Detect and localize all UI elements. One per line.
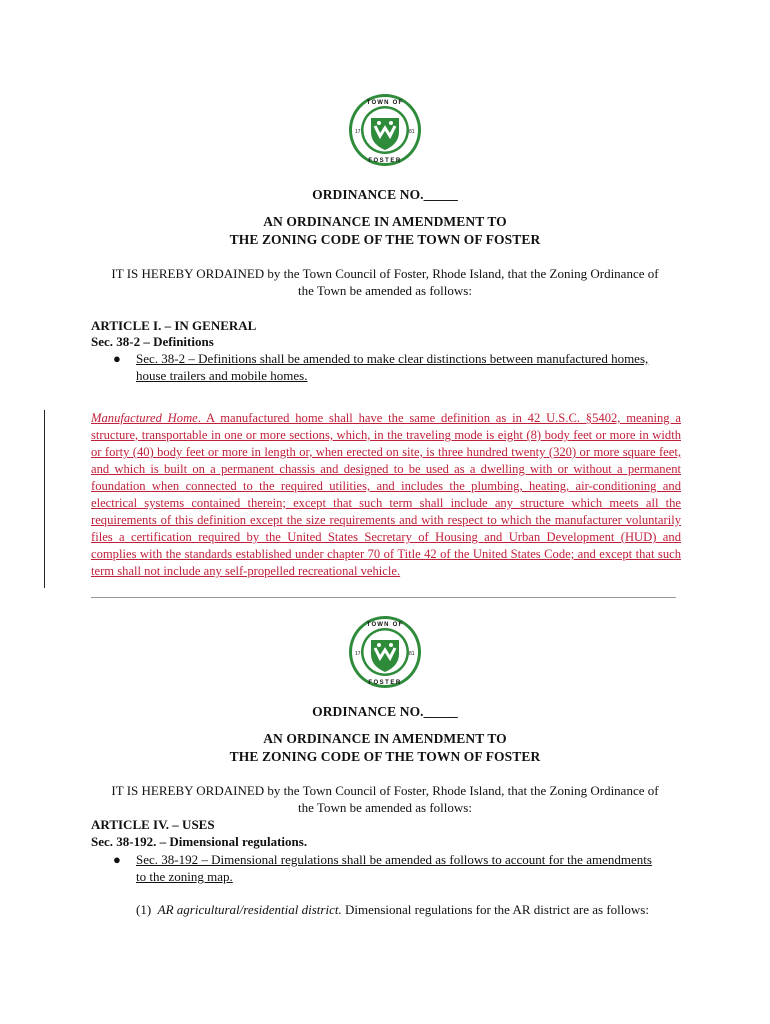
bullet-text-line1-2: Sec. 38-192 – Dimensional regulations shall be amended as follows to account for the amendments <box>136 852 652 867</box>
ordinance-title-line1: AN ORDINANCE IN AMENDMENT TO <box>263 214 507 229</box>
bullet-icon-2: ● <box>113 852 121 867</box>
definition-term: Manufactured Home <box>91 411 198 425</box>
svg-text:FOSTER: FOSTER <box>368 158 402 164</box>
ordinance-title-line2-2: THE ZONING CODE OF THE TOWN OF FOSTER <box>229 749 541 764</box>
ordinance-number-2: ORDINANCE NO._____ <box>312 704 458 719</box>
amendment-bullet-2 <box>113 851 673 887</box>
paragraph-text: Dimensional regulations for the AR district are as follows: <box>341 902 649 917</box>
svg-text:81: 81 <box>409 651 415 657</box>
svg-text:FOSTER: FOSTER <box>368 680 402 686</box>
svg-text:17: 17 <box>355 651 361 657</box>
town-seal-logo-2 <box>347 614 423 690</box>
ordained-statement-line2-2: the Town be amended as follows: <box>298 800 472 815</box>
article-heading-2: ARTICLE IV. – USES <box>91 817 215 832</box>
article-heading: ARTICLE I. – IN GENERAL <box>91 318 257 333</box>
bullet-text-line2-2: to the zoning map. <box>136 869 233 884</box>
ordinance-number: ORDINANCE NO._____ <box>312 187 458 202</box>
svg-text:17: 17 <box>355 129 361 135</box>
bullet-text-line2: house trailers and mobile homes. <box>136 368 308 383</box>
section-heading: Sec. 38-2 – Definitions <box>91 334 214 349</box>
ordained-statement-line1: IT IS HEREBY ORDAINED by the Town Council of Foster, Rhode Island, that the Zoning Ordinance of <box>111 266 659 281</box>
ordinance-title-line2: THE ZONING CODE OF THE TOWN OF FOSTER <box>229 232 541 247</box>
amendment-bullet <box>113 350 673 386</box>
definition-redline-paragraph <box>91 410 681 580</box>
svg-text:81: 81 <box>409 129 415 135</box>
paragraph-term: AR agricultural/residential district. <box>157 902 342 917</box>
revision-change-bar <box>44 410 45 588</box>
town-seal-logo <box>347 92 423 168</box>
section-heading-2: Sec. 38-192. – Dimensional regulations. <box>91 834 308 849</box>
definition-text: . A manufactured home shall have the same definition as in 42 U.S.C. §5402, meaning a structure, transportable in one or more sections, which, in the traveling mode is eight (8) body feet or more in width or forty (40) body feet or more in length or, when erected on site, is three hundred twenty (320) or more square feet, and which is built on a permanent chassis and designed to be used as a dwelling with or without a permanent foundation when connected to the required utilities, and includes the plumbing, heating, air-conditioning and electrical systems contained therein; except that such term shall include any structure which meets all the requirements of this definition except the size requirements and with respect to which the manufacturer voluntarily files a certification required by the United States Secretary of Housing and Urban Development (HUD) and complies with the standards established under chapter 70 of Title 42 of the United States Code; and except that such term shall not include any self-propelled recreational vehicle. <box>91 411 681 578</box>
ordained-statement-line2: the Town be amended as follows: <box>298 283 472 298</box>
paragraph-number: (1) <box>136 902 152 917</box>
svg-text:TOWN OF: TOWN OF <box>366 100 404 106</box>
ordinance-title-line1-2: AN ORDINANCE IN AMENDMENT TO <box>263 731 507 746</box>
dimensional-paragraph <box>136 902 649 918</box>
page-separator <box>91 597 676 598</box>
bullet-text-line1: Sec. 38-2 – Definitions shall be amended to make clear distinctions between manufactured homes, <box>136 351 649 366</box>
svg-text:TOWN OF: TOWN OF <box>366 622 404 628</box>
ordained-statement-line1-2: IT IS HEREBY ORDAINED by the Town Council of Foster, Rhode Island, that the Zoning Ordinance of <box>111 783 659 798</box>
bullet-icon: ● <box>113 351 121 366</box>
